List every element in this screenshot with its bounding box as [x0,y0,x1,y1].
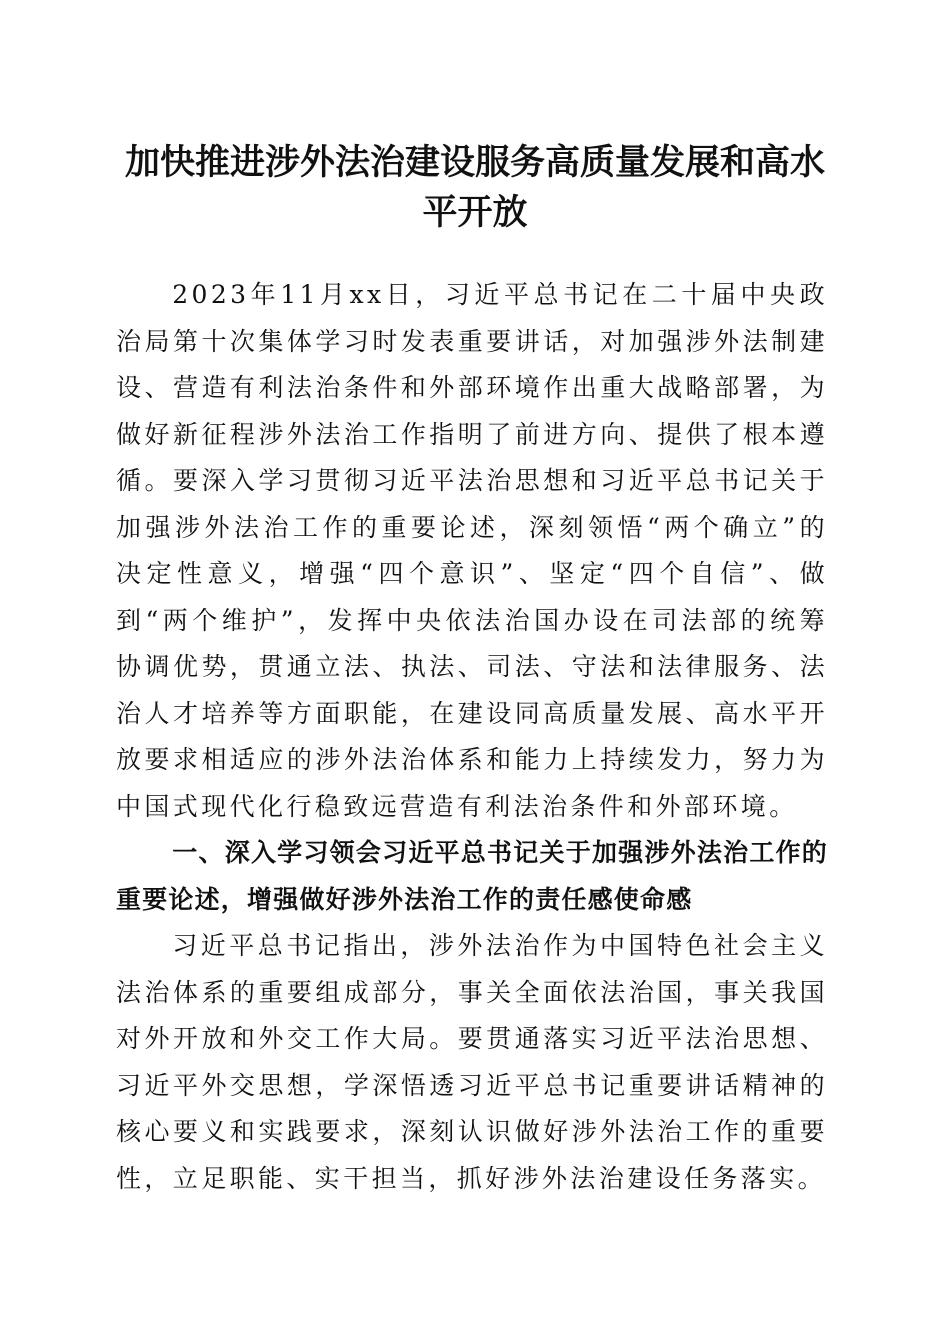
document-body [116,272,828,1202]
document-title: 加快推进涉外法治建设服务高质量发展和高水平开放 [124,142,825,233]
section-1-paragraph: 习近平总书记指出，涉外法治作为中国特色社会主义法治体系的重要组成部分，事关全面依法治国，事关我国对外开放和外交工作大局。要贯通落实习近平法治思想、习近平外交思想，学深悟透习近平总书记重要讲话精神的核心要义和实践要求，深刻认识做好涉外法治工作的重要性，立足职能、实干担当，抓好涉外法治建设任务落实。 [116,931,828,1193]
section-heading-1: 一、深入学习领会习近平总书记关于加强涉外法治工作的重要论述，增强做好涉外法治工作的责任感使命感 [116,838,828,914]
intro-paragraph: 2023年11月xx日，习近平总书记在二十届中央政治局第十次集体学习时发表重要讲话，对加强涉外法制建设、营造有利法治条件和外部环境作出重大战略部署，为做好新征程涉外法治工作指明了前进方向、提供了根本遵循。要深入学习贯彻习近平法治思想和习近平总书记关于加强涉外法治工作的重要论述，深刻领悟“两个确立”的决定性意义，增强“四个意识”、坚定“四个自信”、做到“两个维护”，发挥中央依法治国办设在司法部的统筹协调优势，贯通立法、执法、司法、守法和法律服务、法治人才培养等方面职能，在建设同高质量发展、高水平开放要求相适应的涉外法治体系和能力上持续发力，努力为中国式现代化行稳致远营造有利法治条件和外部环境。 [116,280,828,821]
